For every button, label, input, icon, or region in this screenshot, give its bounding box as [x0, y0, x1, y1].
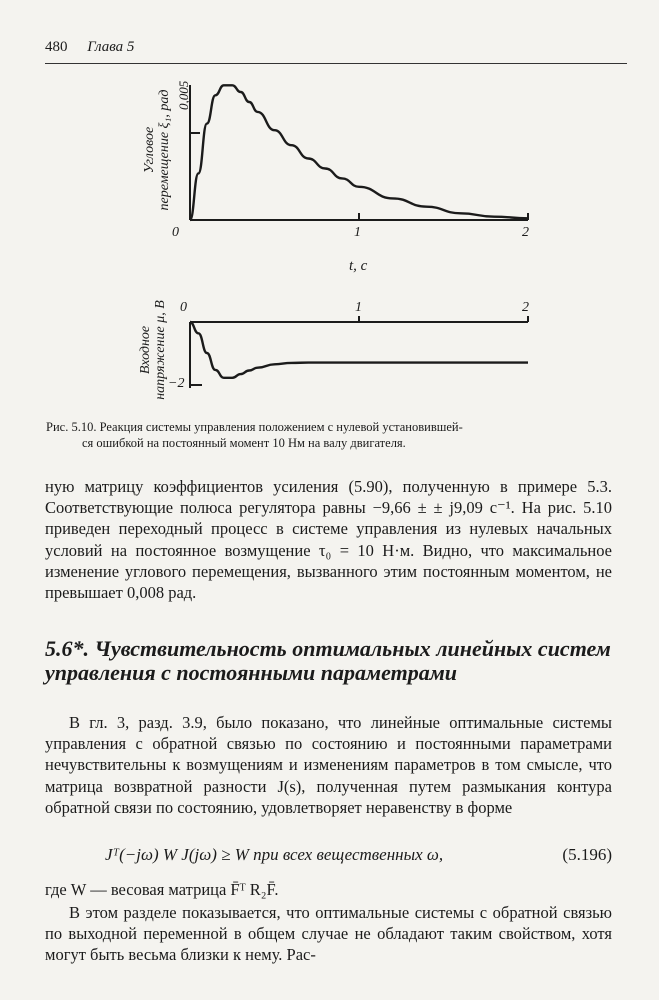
- figure-caption: Рис. 5.10. Реакция системы управления положением с нулевой установившей- ся ошибкой на постоянный момент 10 Нм на валу двигателя.: [46, 420, 463, 450]
- top-ytick-label: 0,005: [176, 80, 191, 110]
- top-xtick-label-1: 1: [354, 225, 361, 240]
- top-xtick-label-2: 2: [522, 225, 529, 240]
- equation-5-196: [45, 843, 612, 867]
- section-heading: 5.6*. Чувствительность оптимальных линейных систем управления с постоянными параметрами: [45, 636, 611, 685]
- bottom-ytick-label: −2: [168, 376, 185, 391]
- angle-curve: [190, 85, 528, 220]
- equation-number: (5.196): [562, 845, 612, 864]
- voltage-curve: [190, 322, 528, 378]
- paragraph-4: В этом разделе показывается, что оптимальные системы с обратной связью по выходной переменной в общем случае не обладают таким свойством, хотя могут быть весьма близки к нему. Рас-: [45, 903, 612, 965]
- paragraph-1: ную матрицу коэффициентов усиления (5.90), полученную в примере 5.3. Соответствующие полюса регулятора равны −9,66 ± ± j9,09 с⁻¹. На рис. 5.10 приведен переходный процесс в системе управления из нулевых начальных условий на постоянное возмущение τ₀ = 10 Н·м. Видно, что максимальное изменение углового перемещения, вызванного этим постоянным моментом, не превышает 0,008 рад.: [45, 477, 612, 603]
- bottom-ylabel: Входное напряжение μ, В: [138, 300, 168, 400]
- bottom-xtick-label-1: 1: [355, 300, 362, 315]
- bottom-xtick-label-0: 0: [180, 300, 187, 315]
- paragraph-3: где W — весовая матрица F̄ᵀ R₂F̄.: [45, 880, 279, 899]
- figure-5-10: [0, 0, 659, 420]
- top-ylabel: Угловое перемещение ξ₁, рад: [142, 89, 172, 211]
- bottom-xtick-label-2: 2: [522, 300, 529, 315]
- paragraph-2: В гл. 3, разд. 3.9, было показано, что линейные оптимальные системы управления с обратной связью по состоянию и постоянными параметрами нечувствительны к возмущениям и изменениям параметров в том смысле, что матрица возвратной разности J(s), полученная путем размыкания контура обратной связи по состоянию, удовлетворяет неравенству в форме: [45, 713, 612, 817]
- top-xlabel: t, c: [349, 258, 368, 274]
- equation-body: Jᵀ(−jω) W J(jω) ≥ W при всех вещественных ω,: [105, 845, 444, 864]
- chapter-title: Глава 5: [87, 39, 135, 55]
- top-xtick-label-0: 0: [172, 225, 179, 240]
- page-number: 480: [45, 39, 68, 55]
